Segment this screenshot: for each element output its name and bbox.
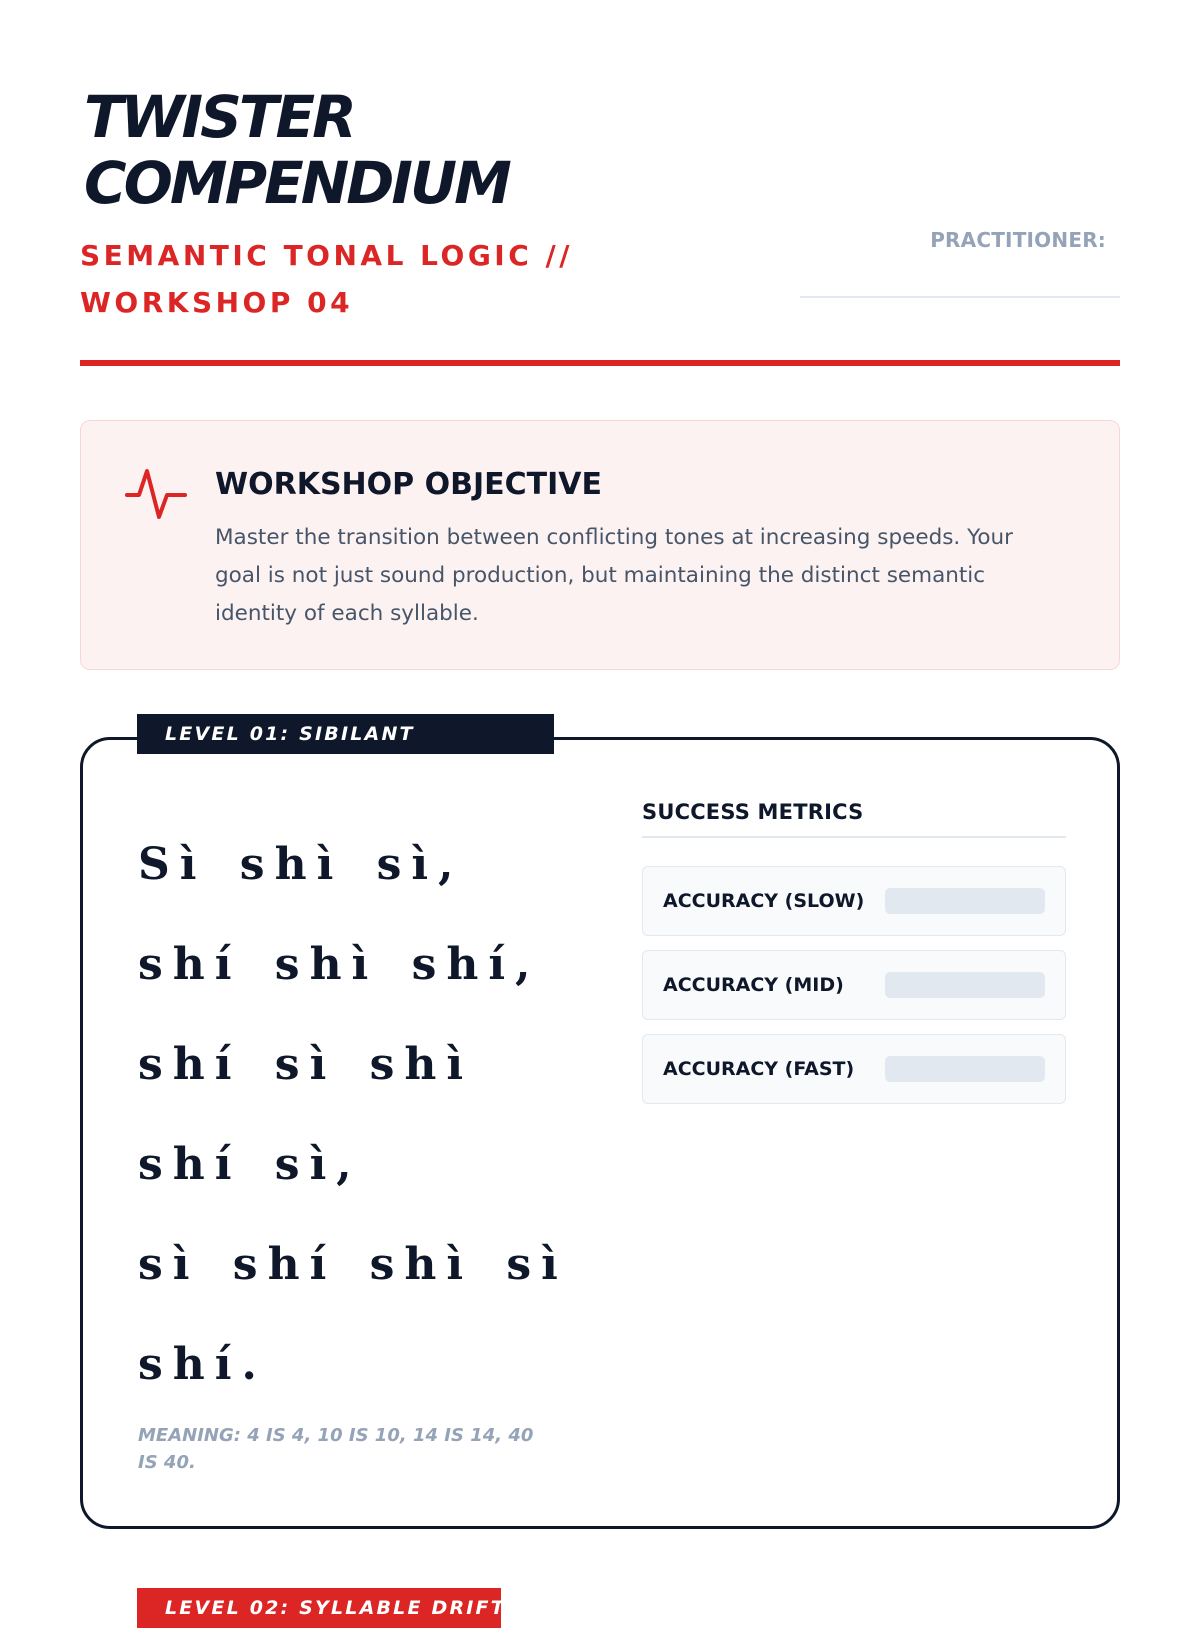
twister-line: shí shì shí, [138,939,541,990]
twister-line: sì shí shì sì shí. [138,1239,568,1390]
pulse-icon [125,465,187,527]
title-line-1: TWISTER [84,83,354,151]
success-metrics [642,800,1066,1118]
metric-row-mid [642,950,1066,1020]
metric-score-box[interactable] [885,1056,1045,1082]
twister-line: shí sì shì shí sì, [138,1039,474,1190]
metric-row-fast [642,1034,1066,1104]
header-divider [80,360,1120,366]
metric-label: ACCURACY (MID) [663,974,844,996]
twister-meaning: MEANING: 4 IS 4, 10 IS 10, 14 IS 14, 40 IS 40. [138,1425,534,1473]
practitioner-field[interactable] [800,228,1120,378]
metric-score-box[interactable] [885,972,1045,998]
page-title [84,84,644,216]
metric-row-slow [642,866,1066,936]
metric-label: ACCURACY (FAST) [663,1058,855,1080]
practitioner-label: PRACTITIONER: [930,228,1106,252]
page-subtitle: SEMANTIC TONAL LOGIC // WORKSHOP 04 [80,239,573,319]
twister-line: Sì shì sì, [138,839,464,890]
practitioner-input-line[interactable] [800,296,1120,298]
metric-label: ACCURACY (SLOW) [663,890,865,912]
tongue-twister [138,815,568,1415]
metrics-title: SUCCESS METRICS [642,800,1066,838]
page-header [80,80,1120,370]
metric-score-box[interactable] [885,888,1045,914]
objective-title: WORKSHOP OBJECTIVE [215,467,602,502]
level-02-tag: LEVEL 02: SYLLABLE DRIFT [137,1588,501,1628]
objective-text: Master the transition between conflicting tones at increasing speeds. Your goal is not just sound production, but maintaining the distinct semantic identity of each syllable. [215,525,1013,626]
objective-card [80,420,1120,670]
title-line-2: COMPENDIUM [84,149,509,217]
level-01-tag: LEVEL 01: SIBILANT CONTRAST [137,714,554,754]
